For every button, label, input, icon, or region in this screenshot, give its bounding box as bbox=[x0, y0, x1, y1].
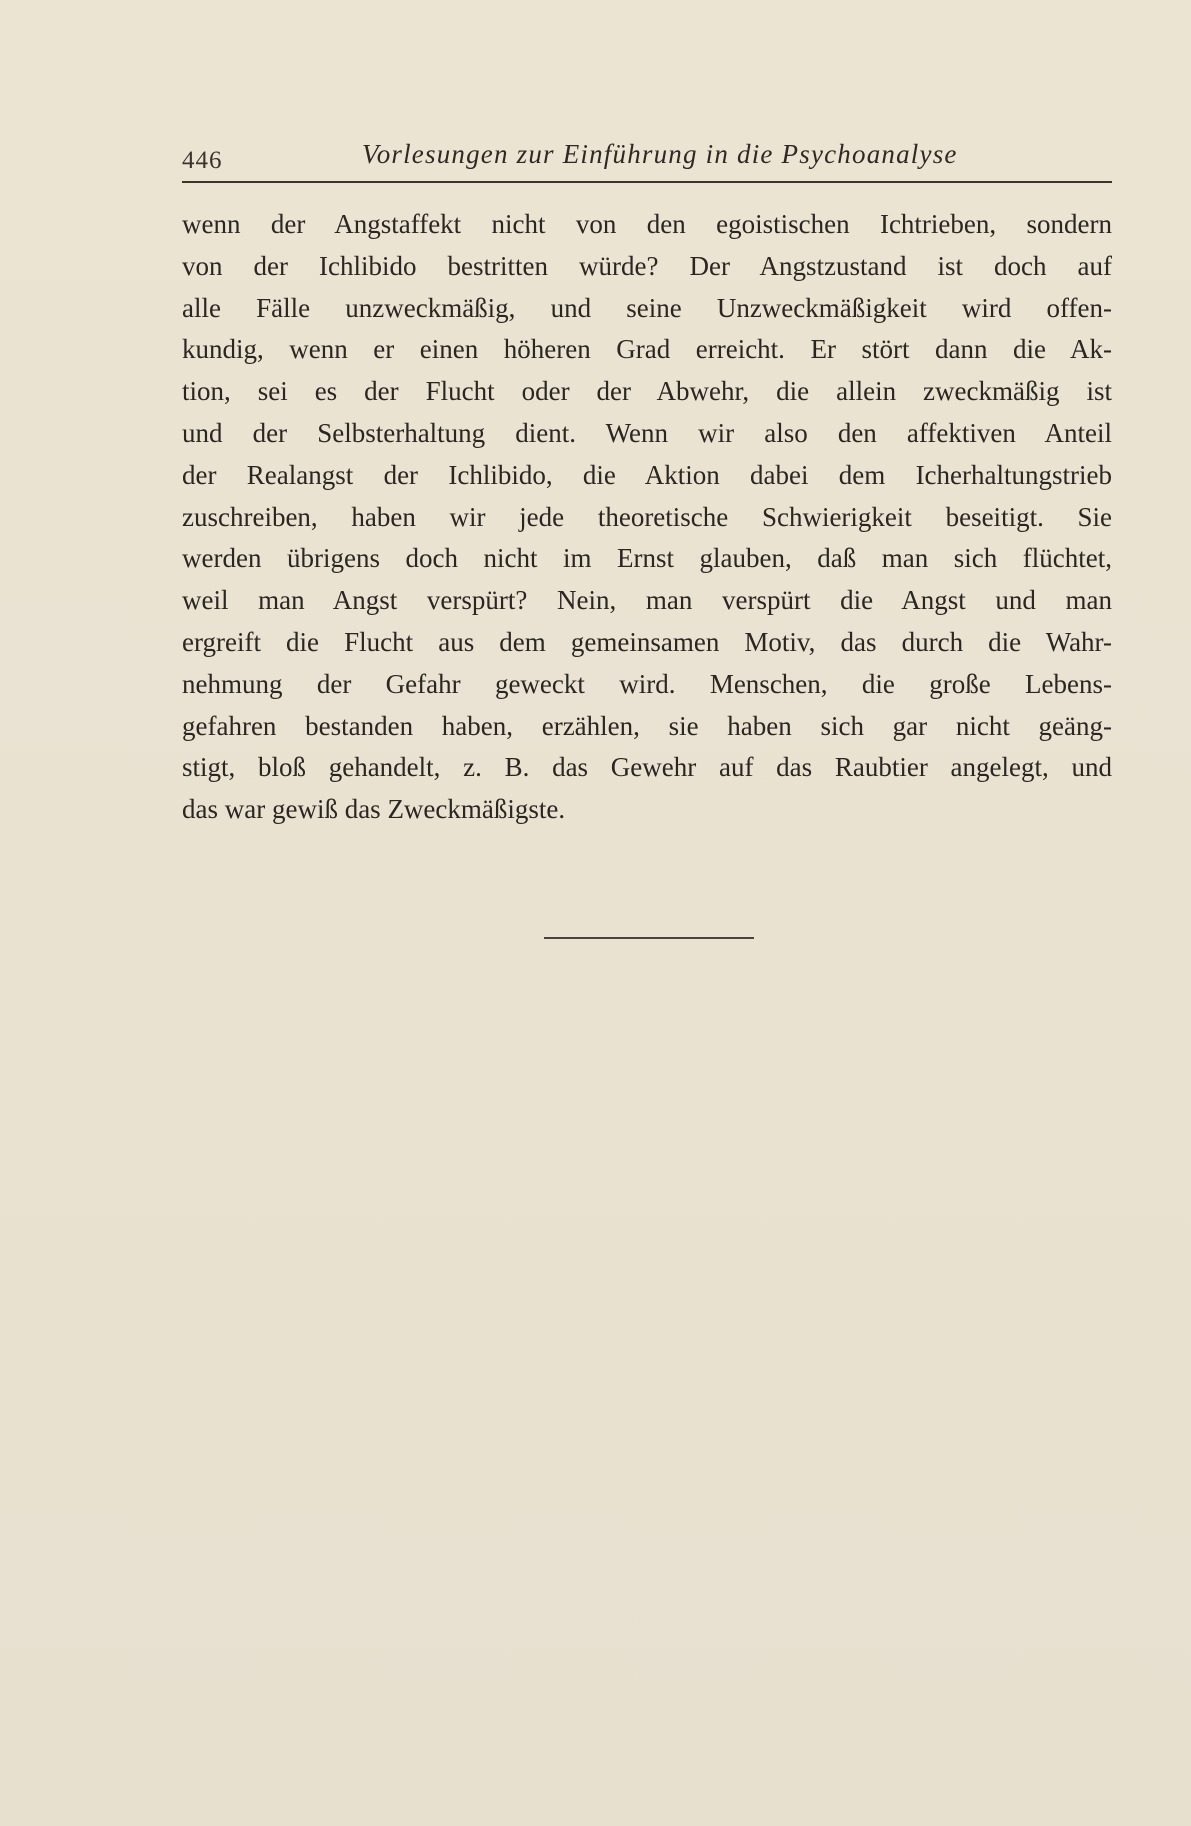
text-line: tion, sei es der Flucht oder der Abwehr, die allein zweckmäßig ist bbox=[182, 376, 1112, 407]
body-paragraph bbox=[182, 204, 1112, 831]
text-line-last: das war gewiß das Zweckmäßigste. bbox=[182, 794, 566, 825]
text-line: gefahren bestanden haben, erzählen, sie haben sich gar nicht geäng- bbox=[182, 710, 1112, 741]
text-line: weil man Angst verspürt? Nein, man verspürt die Angst und man bbox=[182, 585, 1112, 616]
text-line: nehmung der Gefahr geweckt wird. Menschen, die große Lebens- bbox=[182, 668, 1112, 699]
text-line: alle Fälle unzweckmäßig, und seine Unzweckmäßigkeit wird offen- bbox=[182, 292, 1112, 323]
running-head bbox=[182, 139, 1110, 179]
text-line: kundig, wenn er einen höheren Grad erreicht. Er stört dann die Ak- bbox=[182, 334, 1112, 365]
text-line: von der Ichlibido bestritten würde? Der Angstzustand ist doch auf bbox=[182, 250, 1112, 281]
section-end-rule bbox=[544, 937, 754, 939]
text-line: der Realangst der Ichlibido, die Aktion dabei dem Icherhaltungstrieb bbox=[182, 459, 1112, 490]
text-line: stigt, bloß gehandelt, z. B. das Gewehr auf das Raubtier angelegt, und bbox=[182, 752, 1112, 783]
running-title: Vorlesungen zur Einführung in die Psychoanalyse bbox=[362, 139, 958, 169]
text-line: und der Selbsterhaltung dient. Wenn wir also den affektiven Anteil bbox=[182, 417, 1112, 448]
text-line: zuschreiben, haben wir jede theoretische Schwierigkeit beseitigt. Sie bbox=[182, 501, 1112, 532]
text-line: wenn der Angstaffekt nicht von den egoistischen Ichtrieben, sondern bbox=[182, 209, 1112, 239]
text-line: ergreift die Flucht aus dem gemeinsamen Motiv, das durch die Wahr- bbox=[182, 626, 1112, 657]
header-rule bbox=[182, 181, 1112, 183]
text-line: werden übrigens doch nicht im Ernst glauben, daß man sich flüchtet, bbox=[182, 543, 1112, 574]
page-number: 446 bbox=[182, 147, 223, 174]
